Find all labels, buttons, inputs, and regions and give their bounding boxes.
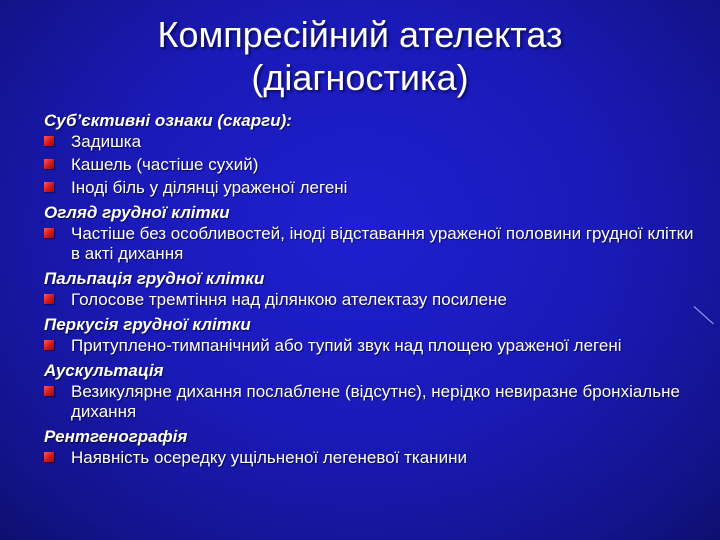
title-line-2: (діагностика) — [251, 57, 469, 98]
bullet-icon — [44, 452, 54, 462]
title-line-1: Компресійний ателектаз — [157, 14, 563, 55]
bullet-icon — [44, 136, 54, 146]
bullet-icon — [44, 340, 54, 350]
list-item-text: Іноді біль у ділянці ураженої легені — [71, 178, 348, 197]
list-item-text: Везикулярне дихання послаблене (відсутнє), нерідко невиразне бронхіальне дихання — [71, 382, 680, 421]
bullet-icon — [44, 182, 54, 192]
list-item-text: Задишка — [71, 132, 142, 151]
list-item-text: Голосове тремтіння над ділянкою ателектазу посилене — [71, 290, 507, 309]
bullet-icon — [44, 159, 54, 169]
slide-content — [44, 109, 700, 471]
bullet-icon — [44, 228, 54, 238]
section-heading-radiography: Рентгенографія — [44, 427, 188, 446]
list-item — [44, 132, 700, 152]
section-heading-palpation: Пальпація грудної клітки — [44, 269, 265, 288]
list-item — [44, 290, 700, 310]
list-item-text: Наявність осередку ущільненої легеневої тканини — [71, 448, 467, 467]
section-heading-percussion: Перкусія грудної клітки — [44, 315, 251, 334]
list-item-text: Частіше без особливостей, іноді відставання ураженої половини грудної клітки в акті дихання — [71, 224, 694, 263]
section-heading-inspection: Огляд грудної клітки — [44, 203, 230, 222]
bullet-icon — [44, 294, 54, 304]
bullet-icon — [44, 386, 54, 396]
list-item — [44, 448, 700, 468]
section-heading-auscultation: Аускультація — [44, 361, 164, 380]
list-item — [44, 155, 700, 175]
section-heading-complaints: Суб’єктивні ознаки (скарги): — [44, 111, 292, 130]
list-item-text: Кашель (частіше сухий) — [71, 155, 259, 174]
list-item — [44, 382, 700, 422]
list-item — [44, 224, 700, 264]
slide-title — [0, 14, 720, 99]
list-item-text: Притуплено-тимпанічний або тупий звук над площею ураженої легені — [71, 336, 622, 355]
list-item — [44, 178, 700, 198]
list-item — [44, 336, 700, 356]
